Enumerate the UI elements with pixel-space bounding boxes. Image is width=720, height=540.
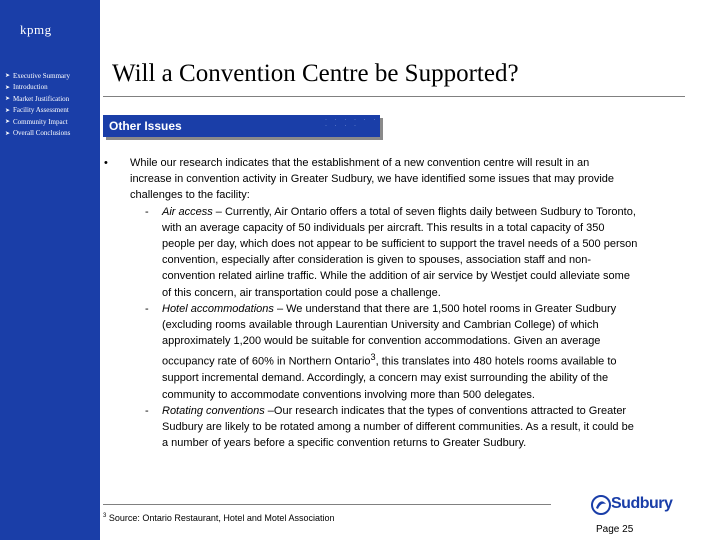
list-item-air-access (145, 204, 640, 301)
item-term: Air access (162, 205, 213, 218)
sidebar-item-introduction[interactable] (5, 82, 70, 94)
sidebar-item-label: Facility Assessment (13, 106, 69, 115)
arrow-right-icon: ➤ (5, 73, 11, 80)
arrow-right-icon: ➤ (5, 107, 11, 114)
item-text: – We understand that there are 1,500 hotel rooms in Greater Sudbury (excluding rooms available through Laurentian University and Cambrian College) of which approximately 1,200 would be suitable for convention accommodations. Given an average occupancy rate of 60% in Northern Ontario (162, 302, 617, 369)
sudbury-wordmark: Sudbury (611, 495, 673, 512)
sidebar-item-executive-summary[interactable] (5, 70, 70, 82)
body-content (104, 155, 664, 451)
sidebar-item-facility-assessment[interactable] (5, 105, 70, 117)
arrow-right-icon: ➤ (5, 84, 11, 91)
sidebar-item-community-impact[interactable] (5, 116, 70, 128)
footnote (103, 513, 334, 523)
bullet-icon: • (104, 157, 108, 169)
footnote-divider (103, 504, 551, 505)
list-item-rotating-conventions (145, 403, 640, 452)
footnote-text: Source: Ontario Restaurant, Hotel and Motel Association (106, 513, 335, 523)
sudbury-emblem-icon (591, 494, 611, 516)
dash-bullet-icon: - (145, 302, 149, 315)
kpmg-logo: kpmg (20, 22, 52, 37)
sidebar-item-label: Overall Conclusions (13, 129, 71, 138)
dash-bullet-icon: - (145, 404, 149, 417)
item-text-continued: , this translates into 480 hotels rooms available to support incremental demand. Accordingly, a concern may exist surrounding the ability of the community to accommodate conventions involving more than 500 delegates. (162, 356, 617, 401)
sidebar-item-label: Community Impact (13, 117, 68, 126)
intro-paragraph: While our research indicates that the establishment of a new convention centre will result in an increase in convention activity in Greater Sudbury, we have identified some issues that may provide challenges to the facility: (130, 157, 615, 202)
item-text: – Currently, Air Ontario offers a total of seven flights daily between Sudbury to Toronto, with an average capacity of 50 individuals per aircraft. This results in a total capacity of 350 people per day, which does not appear to be sufficient to support the travel needs of a 500 person convention, especially after consideration is given to spouses, association staff and non-convention related airline traffic. While the addition of air service by Westjet could alleviate some of this concern, air transportation could pose a challenge. (162, 205, 638, 299)
sidebar-item-overall-conclusions[interactable] (5, 128, 70, 140)
sidebar-item-market-justification[interactable] (5, 93, 70, 105)
section-header (103, 115, 380, 137)
sudbury-logo (591, 494, 671, 522)
dash-bullet-icon: - (145, 205, 149, 218)
decorative-dots: · · · · · · · · · · (325, 117, 379, 129)
sidebar-item-label: Executive Summary (13, 71, 70, 80)
sidebar (0, 0, 100, 540)
sidebar-item-label: Market Justification (13, 94, 70, 103)
sidebar-nav (5, 70, 70, 139)
page-title: Will a Convention Centre be Supported? (112, 60, 519, 87)
list-item-hotel-accommodations (145, 301, 640, 403)
arrow-right-icon: ➤ (5, 130, 11, 137)
title-divider (103, 96, 685, 97)
page-number: Page 25 (596, 524, 634, 535)
arrow-right-icon: ➤ (5, 96, 11, 103)
item-term: Rotating conventions (162, 404, 265, 417)
arrow-right-icon: ➤ (5, 119, 11, 126)
footnote-marker: 3 (103, 513, 107, 519)
footnote-ref: 3 (370, 352, 376, 363)
section-label: Other Issues (109, 119, 182, 133)
item-text: –Our research indicates that the types of conventions attracted to Greater Sudbury are likely to be rotated among a number of different communities. As a result, it could be a number of years before a specific convention returns to Greater Sudbury. (162, 404, 634, 450)
sidebar-item-label: Introduction (13, 83, 48, 92)
item-term: Hotel accommodations (162, 302, 274, 315)
